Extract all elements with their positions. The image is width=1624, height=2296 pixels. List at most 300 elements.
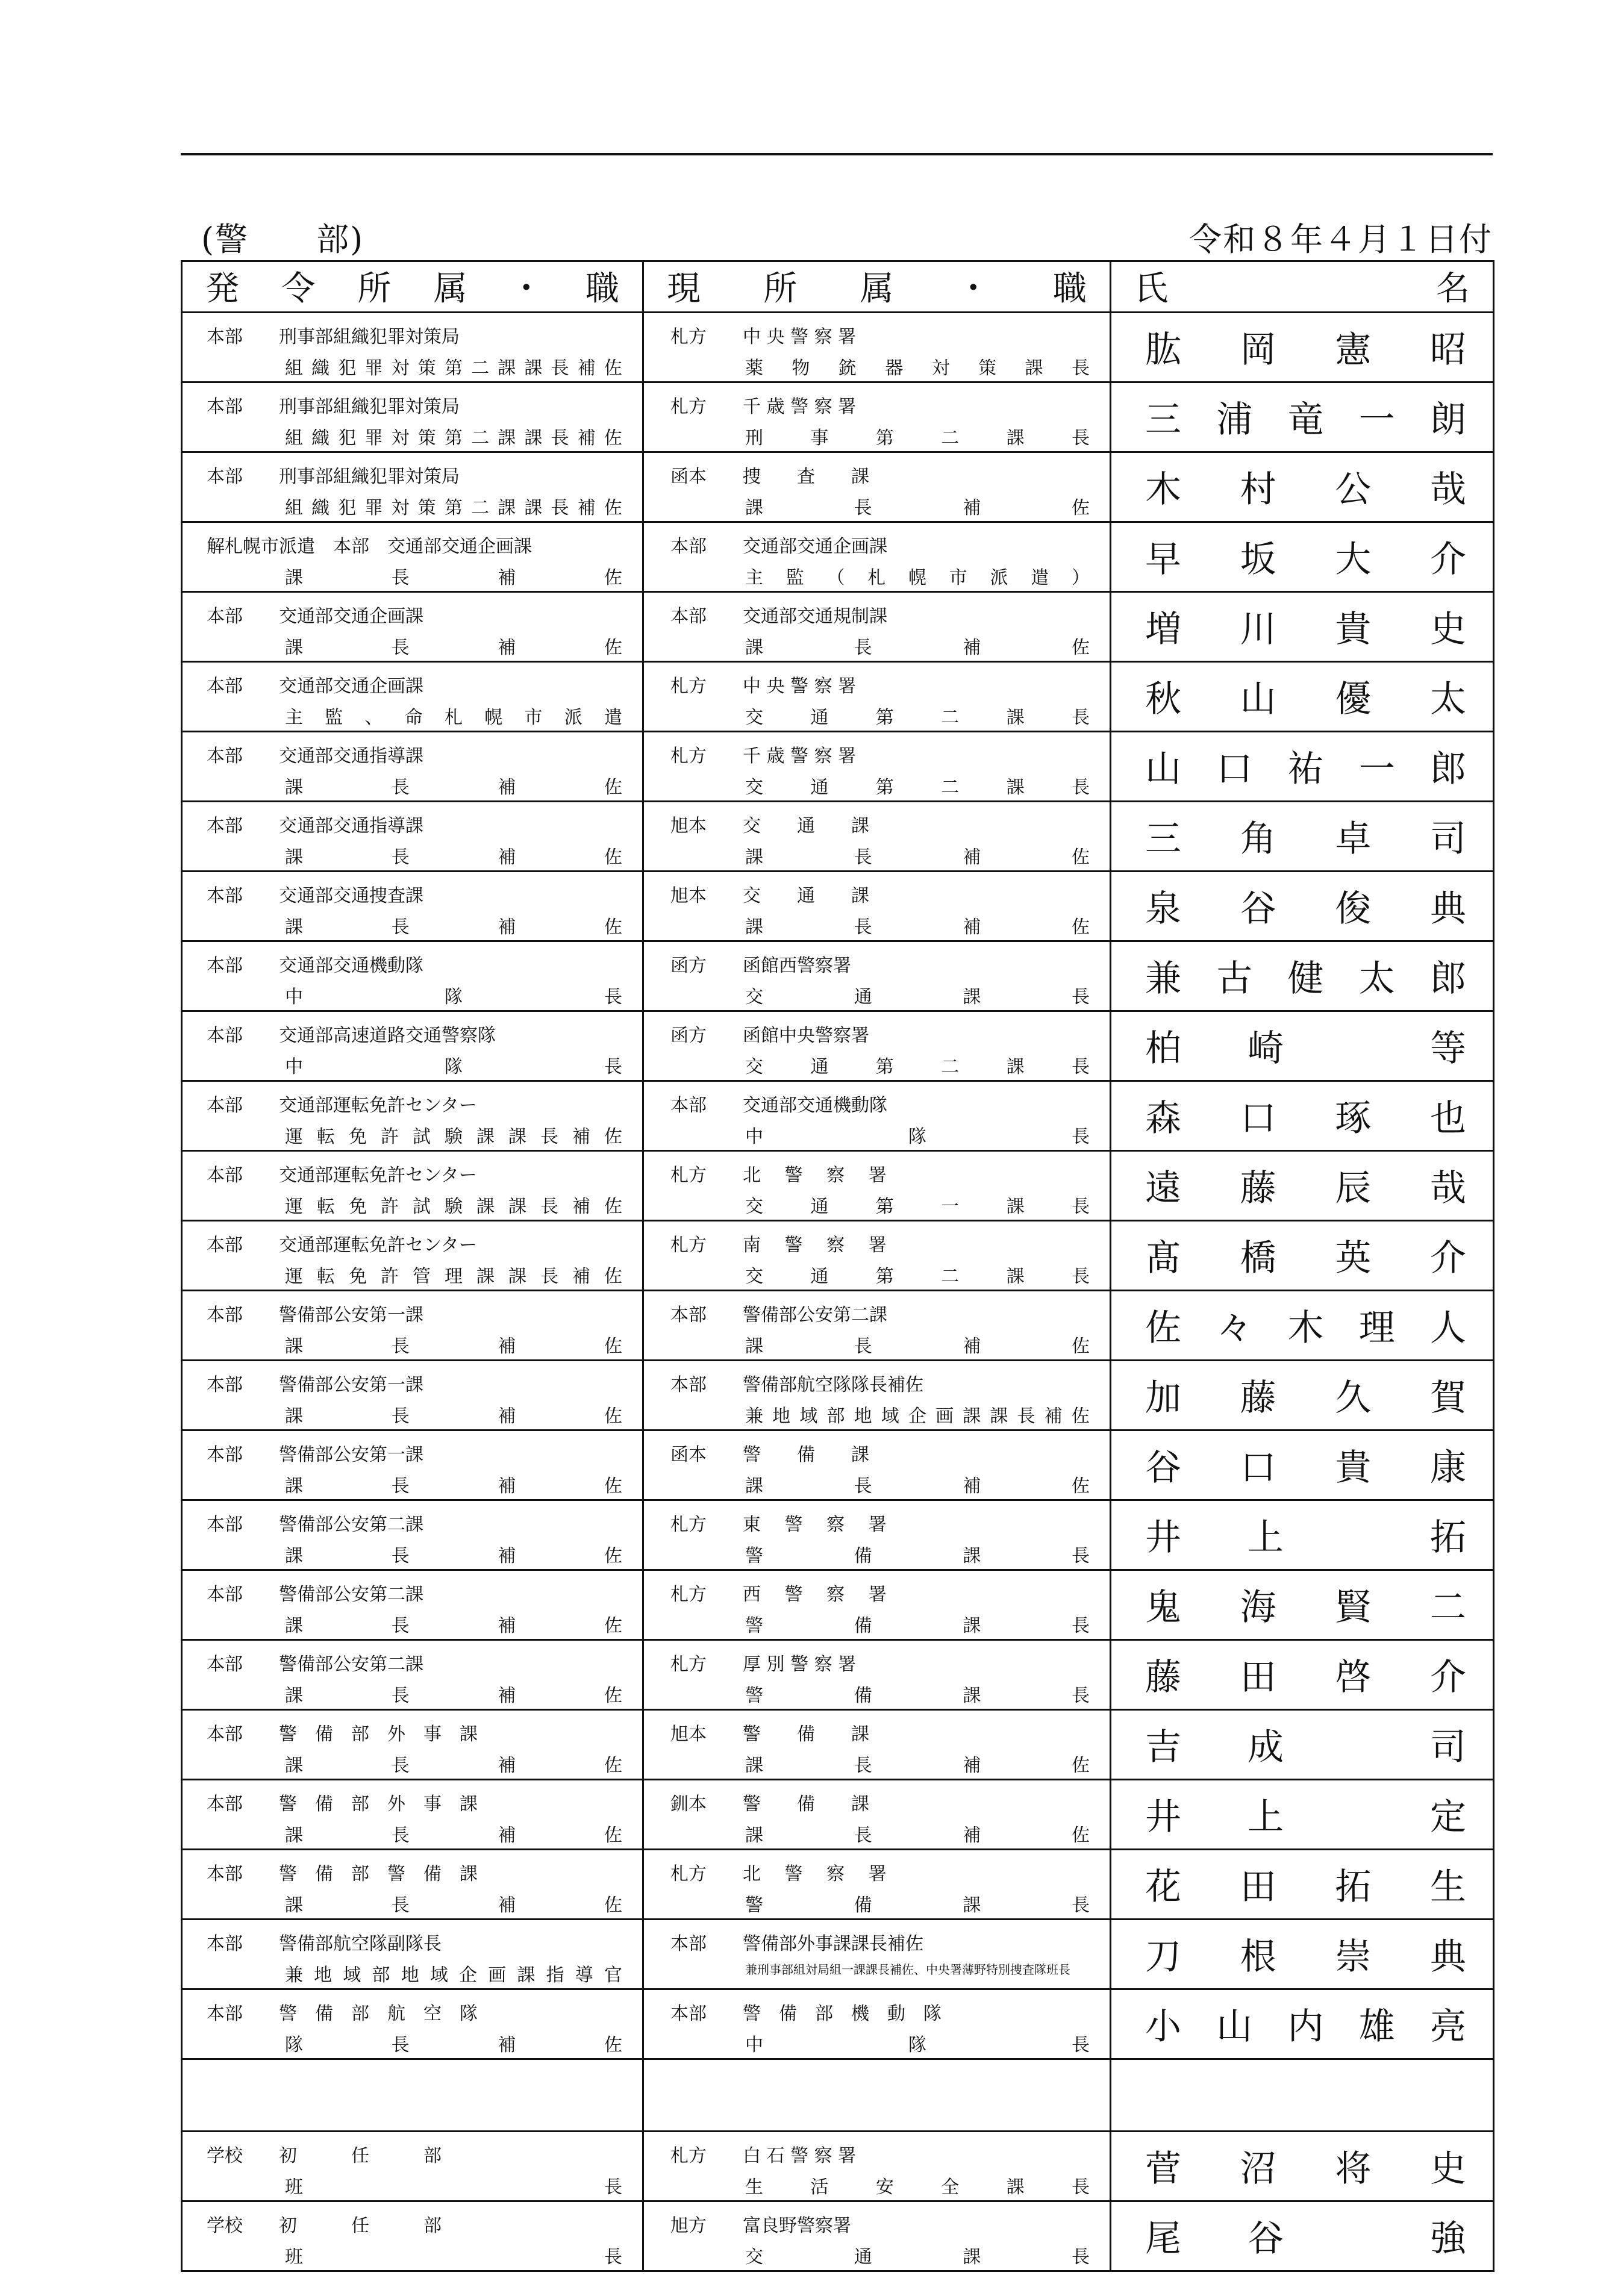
person-name (1111, 1361, 1493, 1429)
name-char: 将 (1335, 2148, 1372, 2190)
current-cell-body (644, 2202, 1110, 2270)
header-char: 属 (860, 269, 894, 308)
current-line-2: 課 長 補 佐 (745, 1336, 1090, 1357)
person-name (1111, 1920, 1493, 1988)
name-cell (1111, 1430, 1494, 1500)
current-line-1: 札方 南 警 察 署 (670, 1235, 887, 1256)
name-char: 憲 (1335, 329, 1372, 371)
issued-line-1: 本部 警備部公安第一課 (207, 1305, 423, 1326)
current-cell-body (644, 1711, 1110, 1779)
name-char: 遠 (1145, 1167, 1181, 1209)
header-char: 属 (433, 269, 467, 308)
name-char: 郎 (1430, 748, 1466, 790)
table-row (182, 452, 1494, 522)
issued-cell-body (183, 1780, 642, 1848)
name-char: 村 (1240, 469, 1276, 511)
name-char: 史 (1429, 608, 1466, 650)
name-char: 崇 (1335, 1936, 1372, 1978)
name-char: 健 (1287, 958, 1324, 1000)
table-row (182, 2059, 1494, 2132)
current-line-1: 本部 交通部交通企画課 (670, 536, 887, 557)
current-cell-body (644, 872, 1110, 940)
issued-cell-body (183, 383, 642, 451)
issued-cell (182, 732, 643, 802)
issued-line-2: 運 転 免 許 試 験 課 課 長 補 佐 (285, 1196, 622, 1217)
current-cell (643, 2201, 1111, 2271)
issued-cell (182, 2201, 643, 2271)
table-row (182, 2132, 1494, 2201)
issued-cell (182, 1500, 643, 1570)
table-row (182, 1500, 1494, 1570)
issued-cell (182, 662, 643, 732)
name-char: 英 (1335, 1237, 1372, 1279)
person-name (1111, 802, 1493, 870)
issued-line-1: 解札幌市派遣 本部 交通部交通企画課 (207, 536, 532, 557)
issued-cell-body (183, 872, 642, 940)
name-char: 橋 (1240, 1237, 1276, 1279)
name-cell (1111, 382, 1494, 452)
issued-cell-body (183, 2132, 642, 2200)
name-char: 太 (1358, 958, 1395, 1000)
name-char: 谷 (1248, 2218, 1284, 2260)
current-line-1: 札方 中 央 警 察 署 (670, 326, 857, 348)
name-char: 髙 (1145, 1237, 1181, 1279)
issued-cell-body (183, 663, 642, 731)
issued-cell-body (183, 732, 642, 800)
issued-cell (182, 1989, 643, 2059)
issued-line-2: 課 長 補 佐 (285, 917, 622, 938)
header-char: 所 (357, 269, 392, 308)
header-char: 所 (763, 269, 798, 308)
name-char: 柏 (1145, 1028, 1181, 1070)
issued-line-1: 本部 警備部公安第二課 (207, 1584, 423, 1605)
issued-line-1: 本部 警 備 部 外 事 課 (207, 1794, 478, 1815)
header-char: ・ (956, 269, 990, 308)
blank-cell (643, 2059, 1111, 2132)
person-name (1111, 1780, 1493, 1848)
current-cell-body (644, 1780, 1110, 1848)
issued-cell (182, 592, 643, 662)
name-char: 佐 (1145, 1307, 1181, 1349)
table-row (182, 1221, 1494, 1291)
name-char: 山 (1240, 678, 1276, 720)
issued-cell-body (183, 1291, 642, 1359)
current-cell-body (644, 1152, 1110, 1220)
rank-label: (警 部) (201, 220, 364, 258)
name-cell (1111, 802, 1494, 872)
issued-line-1: 本部 刑事部組織犯罪対策局 (207, 326, 460, 348)
current-line-2: 交 通 第 二 課 長 (745, 1056, 1090, 1078)
name-cell (1111, 1780, 1494, 1850)
issued-line-1: 本部 警備部公安第一課 (207, 1444, 423, 1465)
issued-line-1: 本部 刑事部組織犯罪対策局 (207, 466, 460, 487)
current-line-1: 札方 西 警 察 署 (670, 1584, 887, 1605)
current-cell-body (644, 1990, 1110, 2058)
issued-cell (182, 1920, 643, 1989)
table-row (182, 662, 1494, 732)
issued-line-2: 兼 地 域 部 地 域 企 画 課 指 導 官 (285, 1965, 622, 1986)
current-cell-body (644, 1221, 1110, 1290)
current-line-1: 函本 捜 査 課 (670, 466, 869, 487)
name-char: 典 (1429, 1936, 1466, 1978)
issued-cell-body (183, 2202, 642, 2270)
table-row (182, 1291, 1494, 1361)
header-current (643, 261, 1111, 313)
name-char: 藤 (1145, 1656, 1181, 1699)
issued-line-1: 本部 交通部高速道路交通警察隊 (207, 1025, 496, 1046)
name-char: 司 (1429, 818, 1466, 860)
name-char: 拓 (1335, 1866, 1372, 1908)
issued-cell-body (183, 942, 642, 1010)
name-char: 田 (1240, 1656, 1276, 1699)
issued-cell (182, 872, 643, 941)
issued-line-1: 本部 警 備 部 航 空 隊 (207, 2003, 478, 2024)
name-char: 介 (1429, 1656, 1466, 1699)
issued-line-1: 本部 交通部交通企画課 (207, 606, 423, 627)
issued-cell-body (183, 1920, 642, 1988)
name-char: 々 (1216, 1307, 1253, 1349)
name-char: 谷 (1240, 888, 1276, 930)
current-cell (643, 802, 1111, 872)
current-line-2: 交 通 課 長 (745, 2247, 1090, 2268)
current-line-1: 函方 函館西警察署 (670, 955, 851, 976)
person-name (1111, 1571, 1493, 1639)
table-row (182, 1780, 1494, 1850)
current-line-2: 課 長 補 佐 (745, 917, 1090, 938)
current-line-1: 札方 中 央 警 察 署 (670, 676, 857, 697)
name-char: 刀 (1145, 1936, 1181, 1978)
name-cell (1111, 452, 1494, 522)
name-char: 口 (1216, 748, 1253, 790)
issued-line-2: 中 隊 長 (285, 987, 622, 1008)
header-char: 名 (1436, 269, 1470, 308)
current-cell (643, 1291, 1111, 1361)
name-char: 沼 (1240, 2148, 1276, 2190)
issued-cell (182, 1081, 643, 1151)
person-name (1111, 523, 1493, 591)
table-row (182, 1430, 1494, 1500)
issued-line-2: 課 長 補 佐 (285, 1406, 622, 1427)
name-char: 啓 (1335, 1656, 1372, 1699)
name-char: 藤 (1240, 1377, 1276, 1419)
name-char: 大 (1335, 538, 1372, 581)
name-char: 祐 (1287, 748, 1324, 790)
name-cell (1111, 2132, 1494, 2201)
current-line-1: 札方 北 警 察 署 (670, 1864, 887, 1885)
person-name (1111, 1152, 1493, 1220)
name-cell (1111, 1361, 1494, 1430)
name-char: 一 (1358, 748, 1395, 790)
name-char: 竜 (1287, 399, 1324, 441)
issued-cell-body (183, 593, 642, 661)
current-line-2: 課 長 補 佐 (745, 498, 1090, 519)
person-name (1111, 593, 1493, 661)
person-name (1111, 1641, 1493, 1709)
name-cell (1111, 1221, 1494, 1291)
name-cell (1111, 2201, 1494, 2271)
table-row (182, 1011, 1494, 1081)
name-char: 太 (1429, 678, 1466, 720)
name-char: 昭 (1429, 329, 1466, 371)
issued-line-1: 本部 警備部公安第二課 (207, 1514, 423, 1535)
effective-date: 令和８年４月１日付 (1189, 220, 1493, 258)
name-char: 崎 (1248, 1028, 1284, 1070)
name-cell (1111, 522, 1494, 592)
name-char: 人 (1430, 1307, 1466, 1349)
current-line-1: 本部 警備部外事課課長補佐 (670, 1933, 923, 1954)
header-char: 現 (667, 269, 701, 308)
person-name (1111, 2202, 1493, 2270)
name-cell (1111, 1291, 1494, 1361)
current-line-1: 本部 交通部交通規制課 (670, 606, 887, 627)
issued-line-2: 班 長 (285, 2247, 622, 2268)
person-name (1111, 1082, 1493, 1150)
name-char: 加 (1145, 1377, 1181, 1419)
person-name (1111, 1012, 1493, 1080)
header-char: 職 (1053, 269, 1087, 308)
name-cell (1111, 662, 1494, 732)
issued-cell (182, 802, 643, 872)
issued-cell (182, 1570, 643, 1640)
name-char: 木 (1287, 1307, 1324, 1349)
current-cell (643, 1081, 1111, 1151)
issued-line-2: 課 長 補 佐 (285, 1825, 622, 1846)
table-row (182, 592, 1494, 662)
current-cell-body (644, 1920, 1110, 1988)
current-cell-body (644, 942, 1110, 1010)
name-char: 司 (1430, 1726, 1466, 1768)
person-name (1111, 1221, 1493, 1290)
current-cell (643, 1989, 1111, 2059)
table-row (182, 1081, 1494, 1151)
current-line-2: 兼刑事部組対局組一課課長補佐、中央署薄野特別捜査隊班長 (745, 1962, 1070, 1977)
name-cell (1111, 941, 1494, 1011)
name-cell (1111, 1989, 1494, 2059)
name-char: 小 (1145, 2006, 1181, 2048)
current-line-2: 課 長 補 佐 (745, 847, 1090, 868)
name-char: 菅 (1145, 2148, 1181, 2190)
issued-cell (182, 313, 643, 382)
person-name (1111, 1990, 1493, 2058)
table-row (182, 802, 1494, 872)
name-char: 山 (1216, 2006, 1253, 2048)
issued-line-1: 本部 交通部交通捜査課 (207, 885, 423, 906)
issued-line-2: 課 長 補 佐 (285, 1895, 622, 1916)
current-cell (643, 1850, 1111, 1920)
name-char: 鬼 (1145, 1586, 1181, 1629)
name-char: 木 (1145, 469, 1181, 511)
current-cell (643, 1221, 1111, 1291)
name-char: 秋 (1145, 678, 1181, 720)
current-line-1: 釧本 警 備 課 (670, 1794, 869, 1815)
current-line-2: 課 長 補 佐 (745, 1755, 1090, 1776)
issued-line-1: 本部 警備部公安第二課 (207, 1654, 423, 1675)
name-char: 卓 (1335, 818, 1372, 860)
issued-line-1: 本部 交通部運転免許センター (207, 1165, 477, 1186)
current-cell (643, 452, 1111, 522)
name-char: 増 (1145, 608, 1181, 650)
name-char: 岡 (1240, 329, 1276, 371)
issued-line-2: 課 長 補 佐 (285, 637, 622, 658)
person-name (1111, 383, 1493, 451)
current-cell-body (644, 1291, 1110, 1359)
issued-line-2: 運 転 免 許 管 理 課 課 長 補 佐 (285, 1266, 622, 1287)
name-char: 藤 (1240, 1167, 1276, 1209)
table-row (182, 1989, 1494, 2059)
name-char: 亮 (1430, 2006, 1466, 2048)
name-char: 久 (1335, 1377, 1372, 1419)
issued-line-2: 班 長 (285, 2177, 622, 2198)
current-cell-body (644, 313, 1110, 381)
current-line-2: 生 活 安 全 課 長 (745, 2177, 1090, 2198)
table-row (182, 1570, 1494, 1640)
name-cell (1111, 1151, 1494, 1221)
issued-cell (182, 1291, 643, 1361)
header-char: 発 (205, 269, 239, 308)
name-char: 海 (1240, 1586, 1276, 1629)
name-char: 典 (1429, 888, 1466, 930)
current-cell-body (644, 523, 1110, 591)
issued-cell-body (183, 1850, 642, 1918)
current-line-2: 警 備 課 長 (745, 1546, 1090, 1567)
table-row (182, 1920, 1494, 1989)
current-cell (643, 1640, 1111, 1710)
current-line-2: 薬 物 銃 器 対 策 課 長 (745, 358, 1090, 379)
issued-line-1: 本部 交通部交通指導課 (207, 746, 423, 767)
name-char: 口 (1240, 1097, 1276, 1140)
current-cell-body (644, 383, 1110, 451)
name-char: 古 (1216, 958, 1253, 1000)
issued-cell-body (183, 1082, 642, 1150)
issued-line-1: 学校 初 任 部 (207, 2215, 442, 2236)
name-char: 角 (1240, 818, 1276, 860)
name-char: 理 (1358, 1307, 1395, 1349)
issued-cell-body (183, 1641, 642, 1709)
issued-line-2: 隊 長 補 佐 (285, 2035, 622, 2056)
name-char: 田 (1240, 1866, 1276, 1908)
table-row (182, 732, 1494, 802)
name-char: 朗 (1430, 399, 1466, 441)
table-row (182, 1151, 1494, 1221)
person-name (1111, 942, 1493, 1010)
issued-line-2: 課 長 補 佐 (285, 847, 622, 868)
current-line-1: 札方 北 警 察 署 (670, 1165, 887, 1186)
person-name (1111, 313, 1493, 381)
issued-cell-body (183, 1012, 642, 1080)
person-name (1111, 732, 1493, 800)
name-char: 谷 (1145, 1447, 1181, 1489)
issued-cell (182, 1780, 643, 1850)
current-line-1: 本部 交通部交通機動隊 (670, 1095, 887, 1116)
header-char: 職 (585, 269, 619, 308)
name-char: 哉 (1429, 1167, 1466, 1209)
name-cell (1111, 1011, 1494, 1081)
header-name (1111, 261, 1494, 313)
issued-cell-body (183, 1571, 642, 1639)
name-cell (1111, 313, 1494, 382)
issued-line-2: 課 長 補 佐 (285, 567, 622, 588)
name-cell (1111, 1570, 1494, 1640)
current-line-2: 刑 事 第 二 課 長 (745, 428, 1090, 449)
current-cell-body (644, 1641, 1110, 1709)
issued-cell-body (183, 1501, 642, 1569)
table-row (182, 2201, 1494, 2271)
name-char: 雄 (1358, 2006, 1395, 2048)
issued-line-1: 本部 交通部運転免許センター (207, 1095, 477, 1116)
issued-cell (182, 2132, 643, 2201)
table-row (182, 941, 1494, 1011)
issued-line-2: 課 長 補 佐 (285, 1755, 622, 1776)
issued-line-1: 本部 警 備 部 警 備 課 (207, 1864, 478, 1885)
name-char: 生 (1429, 1866, 1466, 1908)
current-line-1: 函本 警 備 課 (670, 1444, 869, 1465)
name-char: 琢 (1335, 1097, 1372, 1140)
current-cell (643, 382, 1111, 452)
current-cell-body (644, 1501, 1110, 1569)
issued-cell-body (183, 1990, 642, 2058)
current-line-2: 課 長 補 佐 (745, 1825, 1090, 1846)
issued-cell (182, 1221, 643, 1291)
name-cell (1111, 1640, 1494, 1710)
current-cell-body (644, 1571, 1110, 1639)
issued-line-2: 組 織 犯 罪 対 策 第 二 課 課 長 補 佐 (285, 498, 622, 519)
name-cell (1111, 732, 1494, 802)
current-line-2: 中 隊 長 (745, 1126, 1090, 1147)
current-cell-body (644, 2132, 1110, 2200)
current-cell (643, 1011, 1111, 1081)
current-line-2: 兼 地 域 部 地 域 企 画 課 課 長 補 佐 (745, 1406, 1090, 1427)
current-cell-body (644, 663, 1110, 731)
current-cell-body (644, 1012, 1110, 1080)
current-cell (643, 872, 1111, 941)
issued-line-2: 主 監 、 命 札 幌 市 派 遣 (285, 707, 622, 728)
issued-cell (182, 452, 643, 522)
issued-line-1: 本部 交通部交通企画課 (207, 676, 423, 697)
name-char: 花 (1145, 1866, 1181, 1908)
person-name (1111, 663, 1493, 731)
current-line-2: 警 備 課 長 (745, 1615, 1090, 1636)
issued-line-2: 課 長 補 佐 (285, 1476, 622, 1497)
name-char: 介 (1429, 538, 1466, 581)
name-char: 川 (1240, 608, 1276, 650)
issued-cell-body (183, 313, 642, 381)
name-char: 肱 (1145, 329, 1181, 371)
issued-cell-body (183, 1711, 642, 1779)
table-row (182, 1361, 1494, 1430)
name-char: 上 (1248, 1517, 1284, 1559)
current-line-2: 中 隊 長 (745, 2035, 1090, 2056)
name-char: 康 (1429, 1447, 1466, 1489)
current-line-2: 交 通 第 二 課 長 (745, 777, 1090, 798)
name-char: 根 (1240, 1936, 1276, 1978)
name-char: 坂 (1240, 538, 1276, 581)
current-line-2: 課 長 補 佐 (745, 1476, 1090, 1497)
personnel-table (181, 260, 1494, 2272)
table-row (182, 313, 1494, 382)
current-line-2: 交 通 課 長 (745, 987, 1090, 1008)
current-cell (643, 1710, 1111, 1780)
issued-line-2: 組 織 犯 罪 対 策 第 二 課 課 長 補 佐 (285, 358, 622, 379)
issued-cell (182, 522, 643, 592)
name-char: 定 (1430, 1796, 1466, 1838)
name-char: 井 (1145, 1517, 1181, 1559)
issued-cell-body (183, 523, 642, 591)
issued-line-2: 課 長 補 佐 (285, 1615, 622, 1636)
header-char: 令 (281, 269, 316, 308)
current-line-2: 交 通 第 二 課 長 (745, 1266, 1090, 1287)
header-row (182, 261, 1494, 313)
name-char: 史 (1429, 2148, 1466, 2190)
